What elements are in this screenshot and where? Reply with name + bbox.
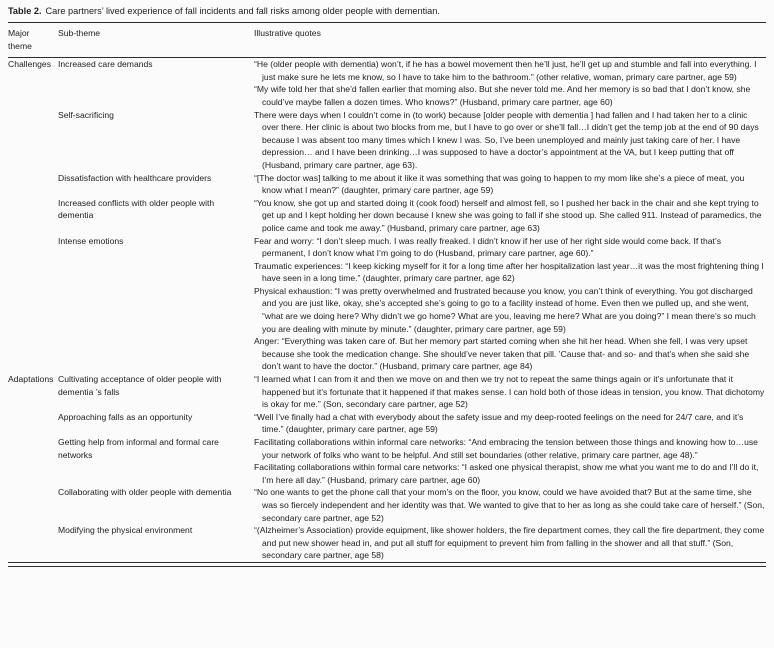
sub-theme-cell: Increased conflicts with older people with dementia [58, 197, 215, 221]
quote-paragraph: Anger: “Everything was taken care of. But her memory part started coming when she hit her head. When she fell, I was very upset because she took the medication change. She should’ve never taken that pill. ’Cause that- and so- and that’s when she said she don’t want to have the doctor.” (Husband, primary care partner, age 84) [254, 336, 750, 372]
table-bottom-rule [8, 563, 766, 567]
quotes-cell [254, 436, 766, 486]
quote-paragraph: “Well I’ve finally had a chat with everybody about the safety issue and my deep-rooted feelings on the need for 24/7 care, and it’s time.” (daughter, primary care partner, age 59) [254, 411, 744, 435]
major-theme-cell: Challenges [8, 59, 51, 70]
sub-theme-cell: Self-sacrificing [58, 109, 114, 120]
table-row [8, 436, 766, 486]
major-theme-cell-empty [8, 197, 58, 235]
table-caption-text: Care partners’ lived experience of fall incidents and fall risks among older people with dementian. [45, 6, 440, 16]
quote-paragraph: Facilitating collaborations within formal care networks: “I asked one physical therapist, show me what you want me to do and I’ll do it, I’m here all day.” (Husband, primary care partner, age 60) [254, 462, 759, 485]
sub-theme-cell: Collaborating with older people with dementia [58, 487, 232, 498]
quotes-cell [254, 197, 766, 235]
quotes-cell [254, 373, 766, 411]
quote-paragraph: Physical exhaustion: “I was pretty overwhelmed and frustrated because you know, you can’t think of everything. You got discharged and you are just like, okay, she’s accepted she’s going to go to a facility instead of home. Even then we pulled up, and she went, “what are we doing here? Why didn’t we go home? What are you, leaving me here? What are you doing?” I mean there’s so much you are dealing with minute by minute.” (daughter, primary care partner, age 59) [254, 285, 756, 334]
quotes-cell [254, 486, 766, 524]
quotes-cell [254, 172, 766, 197]
quote-paragraph: “[The doctor was] talking to me about it like it was something that was going to happen to my mom like she’s a piece of meat, you know what I mean?” (daughter, primary care partner, age 59) [254, 172, 745, 196]
table-body [8, 58, 766, 563]
quote-paragraph: “No one wants to get the phone call that your mom’s on the floor, you know, could we have avoided that? But at the same time, she was so fiercely independent and her identity was that. We wanted to give that to her as long as she could take care of herself.” (Son, secondary care partner, age 52) [254, 487, 765, 523]
table-caption [8, 2, 766, 22]
col-header-illustrative-quotes: Illustrative quotes [254, 23, 766, 58]
table-row [8, 197, 766, 235]
table-row [8, 235, 766, 374]
major-theme-cell-empty [8, 436, 58, 486]
table-row [8, 486, 766, 524]
major-theme-cell-empty [8, 411, 58, 436]
table-row [8, 172, 766, 197]
sub-theme-cell: Approaching falls as an opportunity [58, 411, 193, 422]
major-theme-cell-empty [8, 235, 58, 374]
quote-paragraph: Fear and worry: “I don’t sleep much. I was really freaked. I didn’t know if her use of her right side would come back. If that’s permanent, I don’t know what I’m going to do (Husband, primary care partner, age 60).” [254, 235, 721, 259]
quotes-cell [254, 235, 766, 374]
quote-paragraph: “(Alzheimer’s Association) provide equipment, like shower holders, the fire department comes, they call the fire department, they come and put new shower head in, and put all stuff for equipment to prevent him from falling in the shower and all that stuff.” (Son, secondary care partner, age 58) [254, 525, 765, 561]
header-row [8, 23, 766, 58]
quotes-cell [254, 109, 766, 172]
col-header-sub-theme: Sub-theme [58, 23, 254, 58]
quote-paragraph: “He (older people with dementia) won’t, if he has a bowel movement then he’ll just, he’ll get up and stumble and fall into everything. I just make sure he lets me know, so I have to take him to the bathroom.” (other relative, woman, primary care partner, age 59) [254, 59, 757, 82]
major-theme-cell-empty [8, 172, 58, 197]
sub-theme-cell: Getting help from informal and formal care networks [58, 437, 219, 460]
quote-paragraph: “You know, she got up and started doing it (cook food) herself and almost fell, so I pushed her back in the chair and she kept trying to get up and I kept holding her down because I knew she was going to fall if she stood up. She called 911. Instead of paramedics, the police came and took me away.” (Husband, primary care partner, age 63) [254, 197, 762, 233]
major-theme-cell-empty [8, 486, 58, 524]
quotes-cell [254, 411, 766, 436]
sub-theme-cell: Modifying the physical environment [58, 525, 193, 536]
sub-theme-cell: Cultivating acceptance of older people with dementia ’s falls [58, 374, 222, 397]
quote-paragraph: “I learned what I can from it and then we move on and then we try not to repeat the same things again or it’s unfortunate that it happened but it’s fortunate that it happened if that makes sense. I can hold both of those ideas in tension, you know. That dichotomy is okay for me.” (Son, secondary care partner, age 52) [254, 374, 765, 410]
col-header-major-theme: Major theme [8, 23, 58, 58]
major-theme-cell-empty [8, 524, 58, 562]
table-row [8, 411, 766, 436]
major-theme-cell: Adaptations [8, 374, 54, 385]
quotes-cell [254, 58, 766, 109]
qualitative-themes-table [8, 22, 766, 563]
table-row [8, 373, 766, 411]
sub-theme-cell: Dissatisfaction with healthcare providers [58, 172, 212, 183]
sub-theme-cell: Intense emotions [58, 235, 124, 246]
table-row [8, 58, 766, 109]
quote-paragraph: “My wife told her that she’d fallen earlier that morning also. But she never told me. And her memory is so bad that I don’t know, she could’ve maybe fallen a dozen times. Who knows?” (Husband, primary care partner, age 60) [254, 84, 751, 107]
table-row [8, 524, 766, 562]
table-caption-label: Table 2. [8, 6, 42, 16]
quote-paragraph: Facilitating collaborations within informal care networks: “And embracing the tension between those things and knowing how to…use your network of folks who want to be helpful. And still set boundaries (other relative, primary care partner, age 48).” [254, 437, 758, 460]
sub-theme-cell: Increased care demands [58, 59, 153, 70]
table-row [8, 109, 766, 172]
quote-paragraph: There were days when I couldn’t come in (to work) because [older people with dementia ] had fallen and I had taken her to a clinic over there. Her clinic is about two blocks from me, but I have to go over or she’ll fall…I didn’t get the temp job at the end of 90 days because I was absent too many times which I knew I was. So, I’ve been unemployed and mainly just taking care of her. I have depression… and I have been drinking…I was supposed to have a doctor’s appointment at the VA, but I keep putting that off (Husband, primary care partner, age 63). [254, 109, 759, 170]
quotes-cell [254, 524, 766, 562]
major-theme-cell-empty [8, 109, 58, 172]
quote-paragraph: Traumatic experiences: “I keep kicking myself for it for a long time after her hospitalization last year…it was the most frightening thing I have seen in a long time.” (daughter, primary care partner, age 62) [254, 260, 764, 284]
